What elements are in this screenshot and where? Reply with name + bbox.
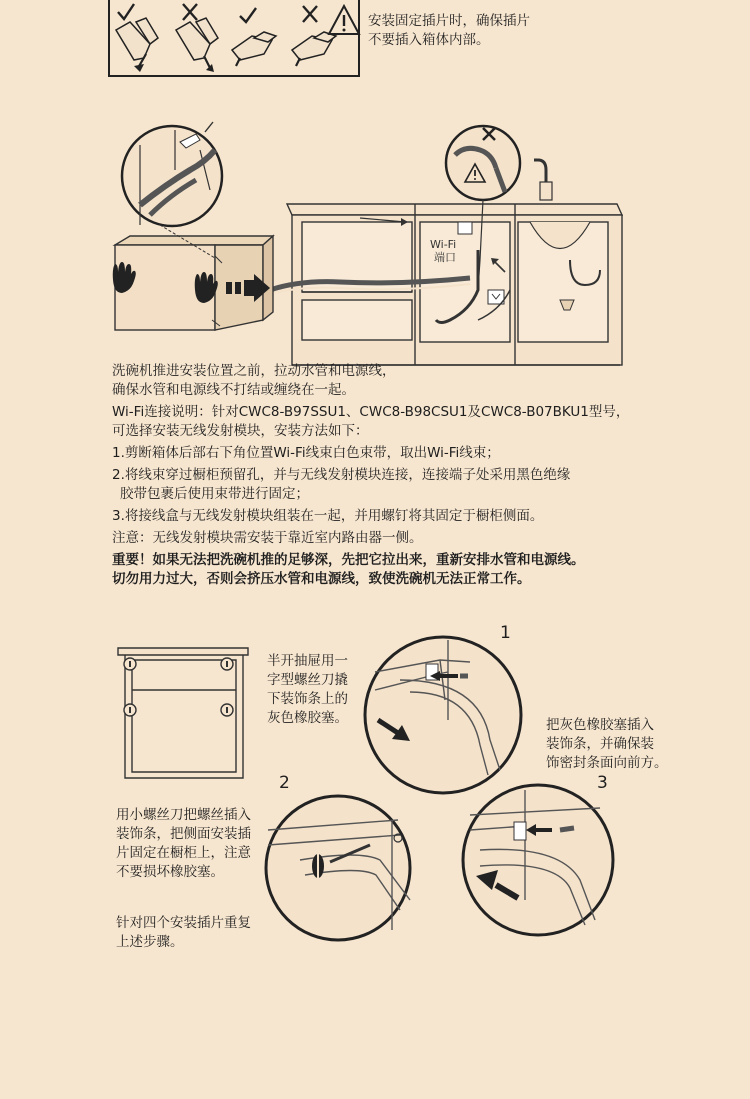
step-1-number: 1 <box>500 623 511 643</box>
screw-line-3: 片固定在橱柜上，注意 <box>116 845 251 861</box>
insert-plug-line-3: 饰密封条面向前方。 <box>546 755 668 771</box>
pry-line-3: 下装饰条上的 <box>267 691 348 707</box>
insert-plug-line-1: 把灰色橡胶塞插入 <box>546 717 654 733</box>
wifi-port-label-line-1: Wi-Fi <box>430 238 457 251</box>
step-2-text-line-1: 2.将线束穿过橱柜预留孔，并与无线发射模块连接，连接端子处采用黑色绝缘 <box>112 467 571 483</box>
wifi-line-1: Wi-Fi连接说明：针对CWC8-B97SSU1、CWC8-B98CSU1及CWC8-B07BKU1型号， <box>112 404 630 420</box>
pry-line-2: 字型螺丝刀撬 <box>267 672 348 688</box>
pry-instruction <box>267 652 348 728</box>
warning-line-2: 不要插入箱体内部。 <box>368 32 490 48</box>
push-line-2: 确保水管和电源线不打结或缠绕在一起。 <box>112 382 355 398</box>
step-2-text-line-2: 胶带包裹后使用束带进行固定； <box>120 486 309 502</box>
note-text: 注意：无线发射模块需安装于靠近室内路由器一侧。 <box>112 530 423 546</box>
wifi-line-2: 可选择安装无线发射模块，安装方法如下： <box>112 423 369 439</box>
pry-line-4: 灰色橡胶塞。 <box>267 710 348 726</box>
screw-line-2: 装饰条，把侧面安装插 <box>116 826 251 842</box>
screw-instruction <box>116 806 251 882</box>
push-line-1: 洗碗机推进安装位置之前，拉动水管和电源线， <box>112 363 396 379</box>
repeat-line-1: 针对四个安装插片重复 <box>116 915 251 931</box>
wifi-port-label-line-2: 端口 <box>434 251 456 264</box>
warning-line-1: 安装固定插片时，确保插片 <box>368 13 530 29</box>
step-2-number: 2 <box>279 773 290 793</box>
insert-plug-instruction <box>546 716 668 773</box>
screw-line-1: 用小螺丝刀把螺丝插入 <box>116 807 251 823</box>
repeat-instruction <box>116 914 251 952</box>
screw-line-4: 不要损坏橡胶塞。 <box>116 864 224 880</box>
insert-plug-line-2: 装饰条，并确保装 <box>546 736 654 752</box>
repeat-line-2: 上述步骤。 <box>116 934 184 950</box>
pry-line-1: 半开抽屉用一 <box>267 653 348 669</box>
step-3-number: 3 <box>597 773 608 793</box>
important-line-1: 重要！如果无法把洗碗机推的足够深，先把它拉出来，重新安排水管和电源线。 <box>112 552 585 568</box>
step-1-text: 1.剪断箱体后部右下角位置Wi-Fi线束白色束带，取出Wi-Fi线束； <box>112 445 500 461</box>
step-3-text: 3.将接线盒与无线发射模块组装在一起，并用螺钉将其固定于橱柜侧面。 <box>112 508 544 524</box>
important-line-2: 切勿用力过大，否则会挤压水管和电源线，致使洗碗机无法正常工作。 <box>112 571 531 587</box>
